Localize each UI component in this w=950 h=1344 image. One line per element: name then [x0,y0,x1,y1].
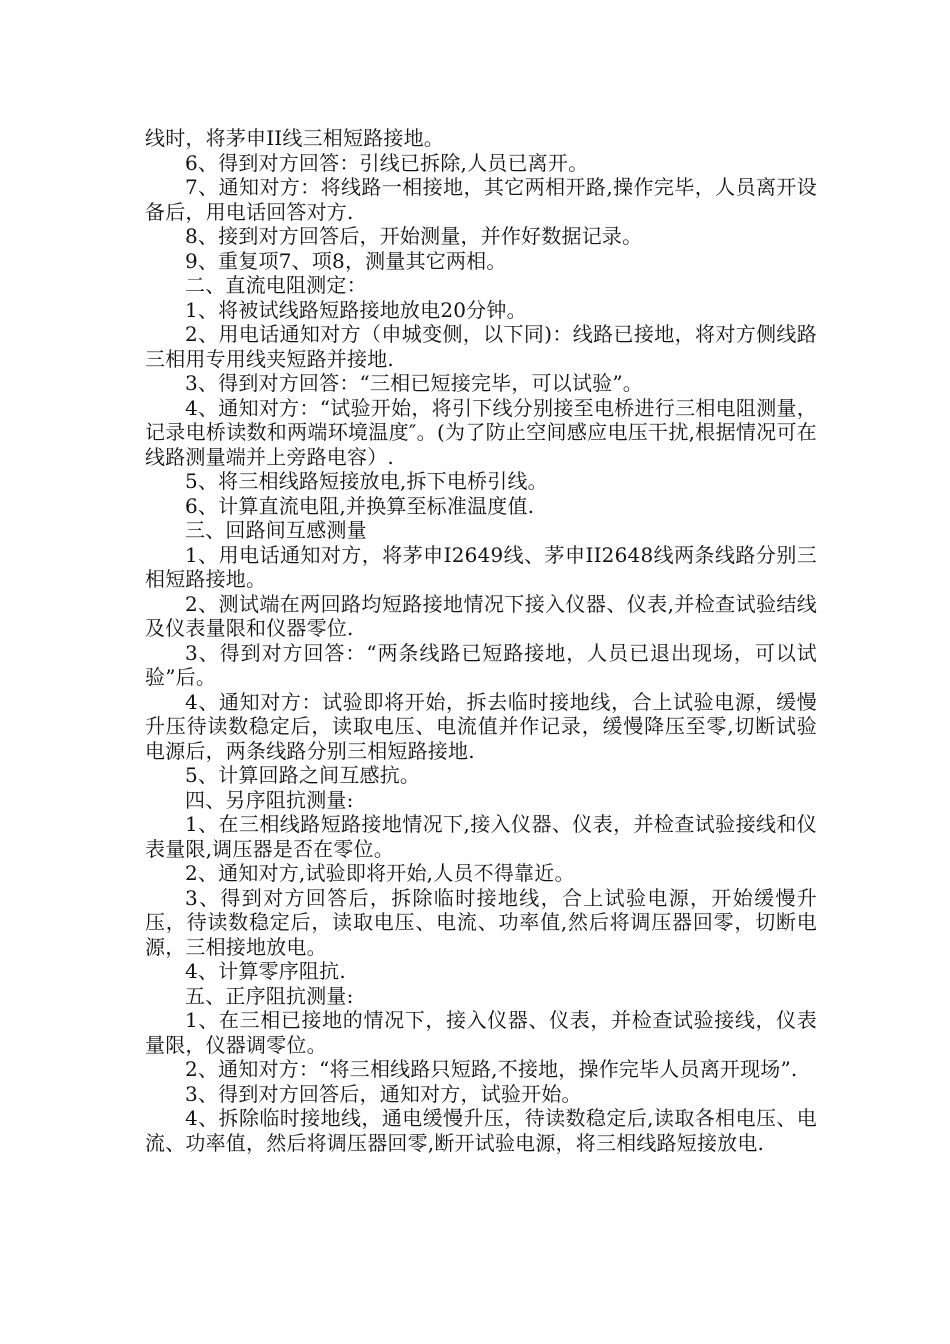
paragraph: 3、得到对方回答：“两条线路已短路接地，人员已退出现场，可以试验”后。 [145,640,817,689]
section-heading: 三、回路间互感测量 [185,518,367,542]
paragraph: 4、拆除临时接地线，通电缓慢升压，待读数稳定后,读取各相电压、电流、功率值，然后将调压器回零,断开试验电源，将三相线路短接放电. [145,1106,817,1155]
paragraph: 6、得到对方回答：引线已拆除,人员已离开。 [185,150,589,175]
section-heading: 二、直流电阻测定： [185,273,367,297]
paragraph: 1、用电话通知对方，将茅申I2649线、茅申II2648线两条线路分别三相短路接地。 [145,542,817,591]
section-heading: 四、另序阻抗测量: [185,787,354,812]
paragraph: 2、用电话通知对方（申城变侧，以下同)：线路已接地，将对方侧线路三相用专用线夹短路并接地. [145,322,817,371]
document-body [145,126,817,1155]
paragraph: 1、在三相线路短路接地情况下,接入仪器、仪表，并检查试验接线和仪表量限,调压器是否在零位。 [145,812,817,861]
paragraph: 5、计算回路之间互感抗。 [185,763,421,787]
paragraph: 8、接到对方回答后，开始测量，并作好数据记录。 [185,224,643,248]
paragraph: 4、计算零序阻抗. [185,959,346,983]
paragraph: 9、重复项7、项8，测量其它两相。 [185,248,507,273]
paragraph: 3、得到对方回答：“三相已短接完毕，可以试验”。 [185,371,643,395]
paragraph: 7、通知对方：将线路一相接地，其它两相开路,操作完毕，人员离开设备后，用电话回答对方. [145,175,817,224]
paragraph: 线时，将茅申II线三相短路接地。 [145,126,445,150]
paragraph: 2、通知对方,试验即将开始,人员不得靠近。 [185,861,575,885]
paragraph: 4、通知对方：“试验开始，将引下线分别接至电桥进行三相电阻测量，记录电桥读数和两端环境温度″。(为了防止空间感应电压干扰,根据情况可在线路测量端并上旁路电容）. [145,395,817,469]
paragraph: 4、通知对方：试验即将开始，拆去临时接地线，合上试验电源，缓慢升压待读数稳定后，读取电压、电流值并作记录，缓慢降压至零,切断试验电源后，两条线路分别三相短路接地. [145,689,817,763]
paragraph: 1、将被试线路短路接地放电20分钟。 [185,297,527,322]
paragraph: 6、计算直流电阻,并换算至标准温度值. [185,493,535,518]
paragraph: 1、在三相已接地的情况下，接入仪器、仪表，并检查试验接线，仪表量限，仪器调零位。 [145,1008,817,1057]
paragraph: 5、将三相线路短接放电,拆下电桥引线。 [185,469,548,493]
section-heading: 五、正序阻抗测量: [185,983,354,1008]
paragraph: 3、得到对方回答后，通知对方，试验开始。 [185,1081,582,1106]
paragraph: 3、得到对方回答后，拆除临时接地线，合上试验电源，开始缓慢升压，待读数稳定后，读取电压、电流、功率值,然后将调压器回零，切断电源，三相接地放电。 [145,885,817,959]
paragraph: 2、通知对方：“将三相线路只短路,不接地，操作完毕人员离开现场”. [185,1057,798,1081]
paragraph: 2、测试端在两回路均短路接地情况下接入仪器、仪表,并检查试验结线及仪表量限和仪器零位. [145,591,817,640]
